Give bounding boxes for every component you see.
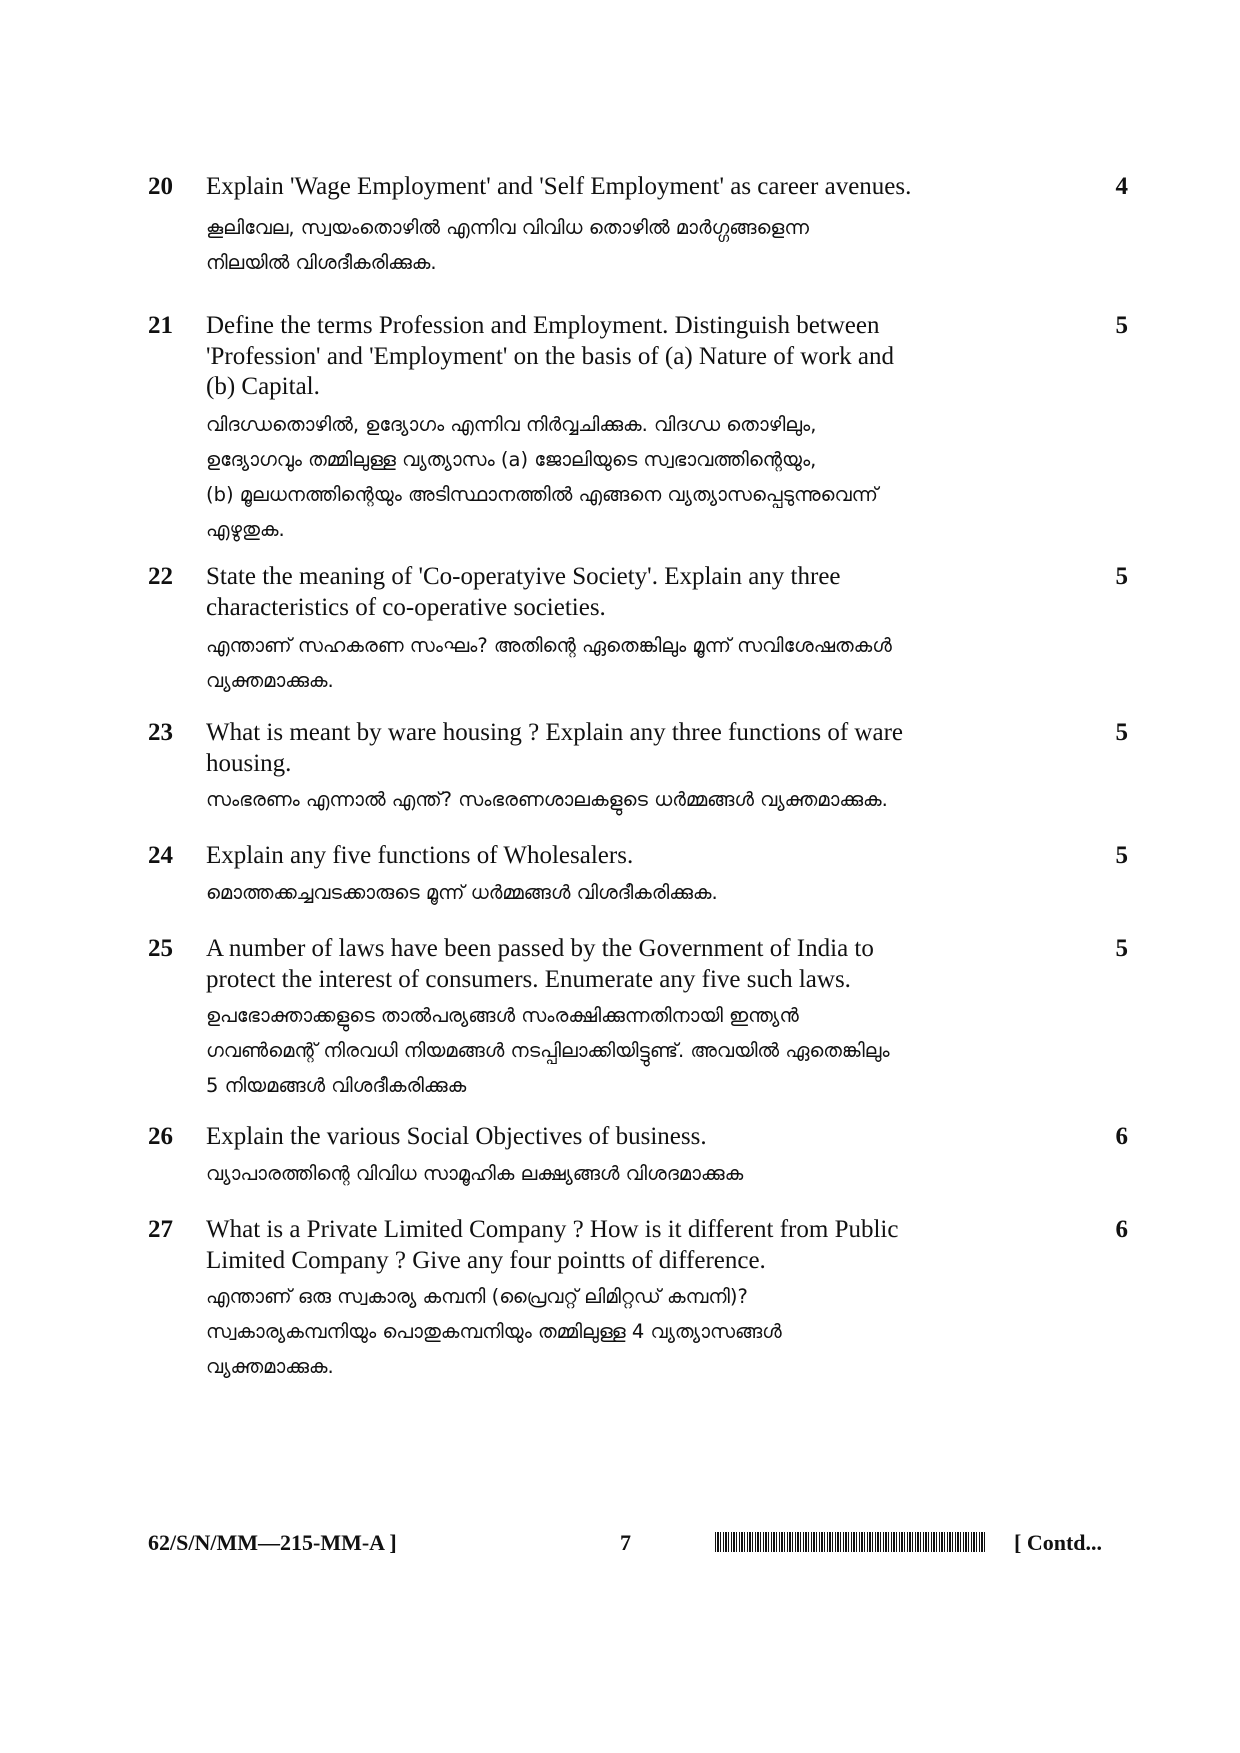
question-number: 24 — [148, 842, 173, 869]
question-marks: 6 — [1115, 1123, 1128, 1150]
question-text-english: What is a Private Limited Company ? How is it different from Public Limited Company ? Give any four pointts of difference. — [206, 1216, 899, 1274]
question-marks: 5 — [1115, 935, 1128, 962]
question-text-english: Explain any five functions of Wholesalers. — [206, 842, 634, 869]
question-text-malayalam: ഉപഭോക്താക്കളുടെ താൽപര്യങ്ങൾ സംരക്ഷിക്കുന്നതിനായി ഇന്ത്യൻ ഗവൺമെന്റ് നിരവധി നിയമങ്ങൾ നടപ്പിലാക്കിയിട്ടുണ്ട്. അവയിൽ ഏതെങ്കിലും 5 നിയമങ്ങൾ വിശദീകരിക്കുക — [206, 1004, 890, 1097]
question-marks: 5 — [1115, 563, 1128, 590]
question-text-malayalam: എന്താണ് ഒരു സ്വകാര്യ കമ്പനി (പ്രൈവറ്റ് ലിമിറ്റഡ് കമ്പനി)? സ്വകാര്യകമ്പനിയും പൊതുകമ്പനിയും തമ്മിലുള്ള 4 വ്യത്യാസങ്ങൾ വ്യക്തമാക്കുക. — [206, 1285, 782, 1378]
question-text-malayalam: വിദഗ്ധതൊഴിൽ, ഉദ്യോഗം എന്നിവ നിർവ്വചിക്കുക. വിദഗ്ധ തൊഴിലും, ഉദ്യോഗവും തമ്മിലുള്ള വ്യത്യാസം (a) ജോലിയുടെ സ്വഭാവത്തിന്റെയും, (b) മൂലധനത്തിന്റെയും അടിസ്ഥാനത്തിൽ എങ്ങനെ വ്യത്യാസപ്പെടുന്നുവെന്ന് എഴുതുക. — [206, 413, 878, 541]
question-text-malayalam: വ്യാപാരത്തിന്റെ വിവിധ സാമൂഹിക ലക്ഷ്യങ്ങൾ വിശദമാക്കുക — [206, 1162, 744, 1185]
question-marks: 6 — [1115, 1216, 1128, 1243]
question-number: 26 — [148, 1123, 173, 1150]
question-text-malayalam: എന്താണ് സഹകരണ സംഘം? അതിന്റെ ഏതെങ്കിലും മൂന്ന് സവിശേഷതകൾ വ്യക്തമാക്കുക. — [206, 634, 892, 692]
question-number: 25 — [148, 935, 173, 962]
question-number: 27 — [148, 1216, 173, 1243]
paper-code: 62/S/N/MM—215-MM-A ] — [148, 1530, 397, 1555]
continued-label: [ Contd... — [1014, 1530, 1103, 1555]
question-text-malayalam: സംഭരണം എന്നാൽ എന്ത്? സംഭരണശാലകളുടെ ധർമ്മങ്ങൾ വ്യക്തമാക്കുക. — [206, 788, 888, 811]
question-text-english: Define the terms Profession and Employment. Distinguish between 'Profession' and 'Employment' on the basis of (a) Nature of work and (b) Capital. — [206, 312, 895, 400]
page-number: 7 — [620, 1530, 631, 1555]
question-text-english: Explain 'Wage Employment' and 'Self Employment' as career avenues. — [206, 173, 912, 200]
question-number: 22 — [148, 563, 173, 590]
barcode-icon — [715, 1532, 985, 1552]
question-marks: 5 — [1115, 842, 1128, 869]
question-text-english: Explain the various Social Objectives of business. — [206, 1123, 707, 1150]
question-number: 23 — [148, 719, 173, 746]
question-number: 20 — [148, 173, 173, 200]
question-text-english: State the meaning of 'Co-operatyive Society'. Explain any three characteristics of co-operative societies. — [206, 563, 841, 621]
question-marks: 5 — [1115, 719, 1128, 746]
question-text-english: A number of laws have been passed by the Government of India to protect the interest of consumers. Enumerate any five such laws. — [206, 935, 874, 993]
question-number: 21 — [148, 312, 173, 339]
question-marks: 5 — [1115, 312, 1128, 339]
question-text-english: What is meant by ware housing ? Explain any three functions of ware housing. — [206, 719, 903, 777]
question-text-malayalam: മൊത്തക്കച്ചവടക്കാരുടെ മൂന്ന് ധർമ്മങ്ങൾ വിശദീകരിക്കുക. — [206, 881, 718, 904]
question-marks: 4 — [1115, 173, 1128, 200]
question-text-malayalam: കൂലിവേല, സ്വയംതൊഴിൽ എന്നിവ വിവിധ തൊഴിൽ മാർഗ്ഗങ്ങളെന്ന നിലയിൽ വിശദീകരിക്കുക. — [206, 216, 809, 274]
